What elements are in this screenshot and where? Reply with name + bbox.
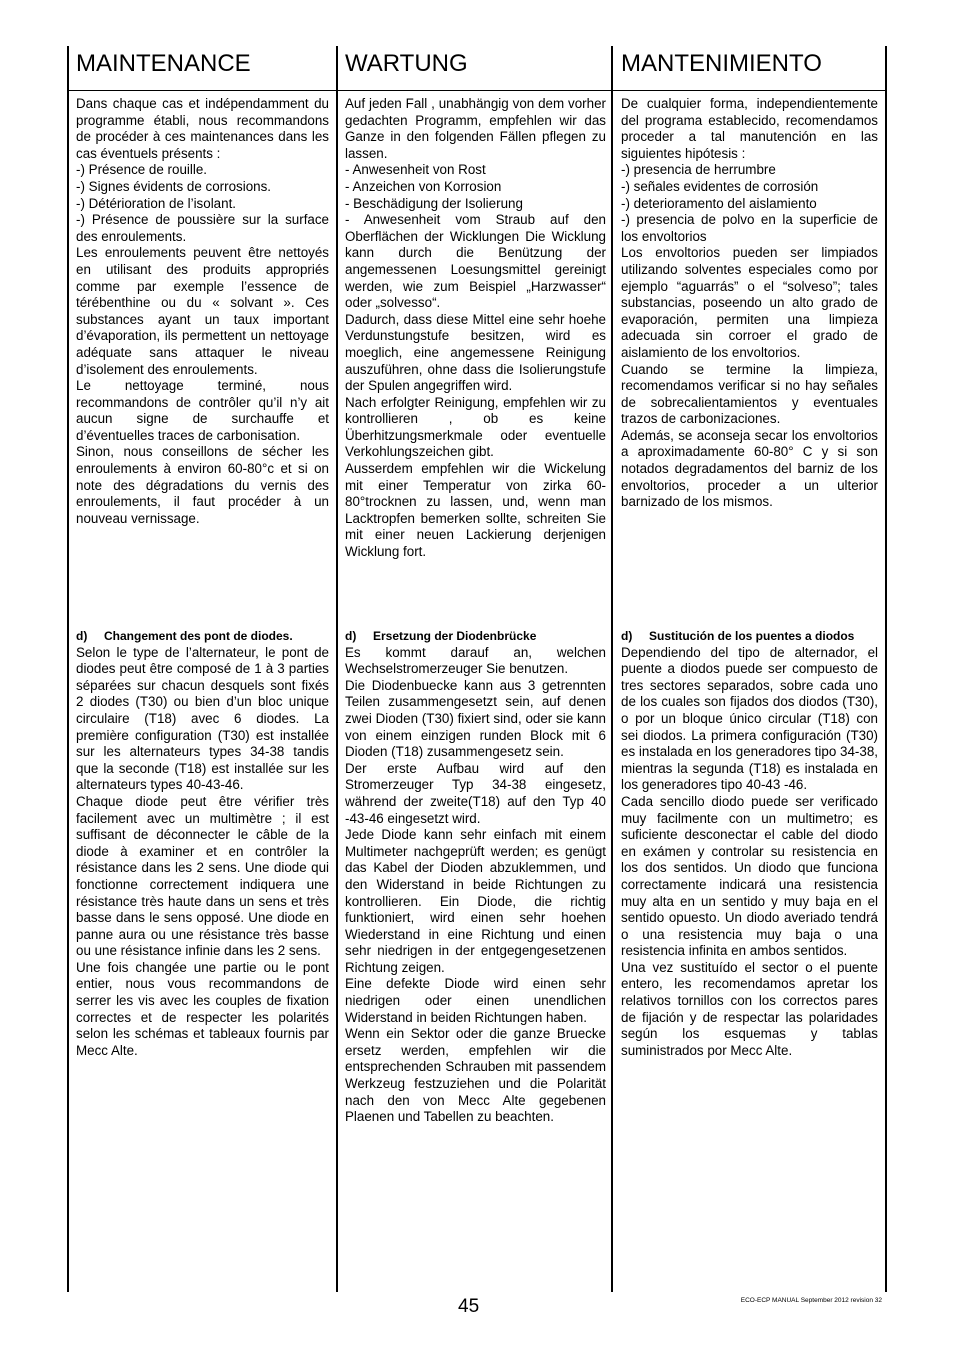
- column-divider-2: [611, 46, 613, 1292]
- paragraph: Le nettoyage terminé, nous recommandons de contrôler qu’il n’y ait aucun signe de surchauffe et d’éventuelles traces de carbonisation.: [76, 378, 329, 443]
- paragraph: Une fois changée une partie ou le pont entier, nous vous recommandons de serrer les vis avec les couples de fixation correctes et de respecter les polarités selon les schémas et tableaux fournis par Mecc Alte.: [76, 959, 329, 1058]
- section-heading: [621, 628, 878, 645]
- column-divider-right: [885, 46, 887, 1292]
- list-item: - Beschädigung der Isolierung: [345, 195, 523, 211]
- section-de-diodes: [345, 628, 606, 1126]
- list-item: -) Présence de rouille.: [76, 162, 207, 178]
- header-de: WARTUNG: [345, 50, 468, 77]
- list-item: -) Signes évidents de corrosions.: [76, 178, 272, 194]
- list-item: - Anwesenheit vom Straub auf den Oberflächen der Wicklungen Die Wicklung kann durch die Benützung der angemessenen Loesungsmittel gereinigt werden, wie zum Beispiel „Harzwasser“ oder „solvesso“.: [345, 212, 606, 311]
- section-heading: [345, 628, 606, 645]
- paragraph: Chaque diode peut être vérifier très facilement avec un multimètre ; il est suffisant de déconnecter le câble de la diode à examiner et en contrôler la résistance dans les 2 sens. Une diode qui fonctionne correctement indiquera une résistance très haute dans un sens et très basse dans le sens opposé. Une diode en panne aura ou une résistance très basse ou une résistance infinie dans les 2 sens.: [76, 793, 329, 959]
- section-letter: d): [76, 629, 88, 643]
- paragraph: Selon le type de l’alternateur, le pont de diodes peut être composé de 1 à 3 parties séparées sur chacun desquels sont fixés 2 diodes (T30) ou bien d’un bloc unique circulaire (T18) avec 6 diodes. La première configuration (T30) est installée sur les alternateurs types 34-38 tandis que la seconde (T18) est installée sur les alternateurs types 40-43-46.: [76, 644, 329, 793]
- paragraph: De cualquier forma, independientemente del programa establecido, recomendamos proceder a tal manutención en las siguientes hipótesis :: [621, 96, 878, 161]
- section-title: Changement des pont de diodes.: [104, 629, 293, 643]
- paragraph: Cada sencillo diodo puede ser verificado muy facilmente con un multimetro; es suficiente desconectar el cable del diodo en exámen y controlar su resistencia en los dos sentidos. Un diodo que funciona correctamente indicará una resistencia muy alta en un sentido y muy baja en el sentido opuesto. Un diodo averiado tendrá o una resistencia muy baja o una resistencia infinita en ambos sentidos.: [621, 793, 878, 959]
- section-letter: d): [621, 629, 633, 643]
- paragraph: Eine defekte Diode wird einen sehr niedrigen oder einen unendlichen Widerstand in beiden Richtungen haben.: [345, 976, 606, 1025]
- list-item: -) Présence de poussière sur la surface des enroulements.: [76, 212, 329, 244]
- list-item: -) presencia de polvo en la superficie de los envoltorios: [621, 212, 878, 244]
- header-es: MANTENIMIENTO: [621, 50, 822, 77]
- column-divider-1: [336, 46, 338, 1292]
- list-item: -) deterioramento del aislamiento: [621, 195, 817, 211]
- page-number: 45: [458, 1296, 480, 1317]
- paragraph: Dadurch, dass diese Mittel eine sehr hoehe Verdunstungstufe besitzen, wird es moeglich, eine angemessene Reinigung auszuführen, ohne dass die Isolierungstufe der Spulen angegriffen wird.: [345, 311, 606, 394]
- section-title: Sustitución de los puentes a diodos: [649, 629, 855, 643]
- section-heading: [76, 628, 329, 645]
- paragraph: Cuando se termine la limpieza, recomendamos verificar si no hay señales de sobrecalientamientos y eventuales trazos de carbonizaciones.: [621, 361, 878, 427]
- paragraph: Die Diodenbuecke kann aus 3 getrennten Teilen zusammengesetzt sein, auf denen zwei Dioden (T30) fixiert sind, oder sie kann von einem einzigen runden Block mit 6 Dioden (T18) zusammengesetz sein.: [345, 677, 606, 760]
- paragraph: Les enroulements peuvent être nettoyés en utilisant des produits appropriés comme par exemple l’essence de térébenthine ou du « solvant ». Ces substances ayant un taux important d’évaporation, ils permettent un nettoyage adéquate sans attaquer le niveau d’isolement des enroulements.: [76, 245, 329, 377]
- paragraph: Sinon, nous conseillons de sécher les enroulements à environ 60-80°c et si on note des dégradations du vernis des enroulements, il faut procéder à un nouveau vernissage.: [76, 444, 329, 526]
- list-item: - Anzeichen von Korrosion: [345, 178, 502, 194]
- footer-manual-revision: ECO-ECP MANUAL September 2012 revision 32: [740, 1297, 882, 1304]
- section-letter: d): [345, 629, 357, 643]
- paragraph: Es kommt darauf an, welchen Wechselstromerzeuger Sie benutzen.: [345, 644, 606, 677]
- section-es-diodes: [621, 628, 878, 1059]
- list-item: -) presencia de herrumbre: [621, 162, 776, 178]
- list-item: -) Détérioration de l’isolant.: [76, 195, 237, 211]
- header-fr: MAINTENANCE: [76, 50, 251, 77]
- column-de-wartung: [345, 96, 606, 561]
- paragraph: Dependiendo del tipo de alternador, el puente a diodos puede ser compuesto de tres sectores separados, sobre cada uno de los cuales son fijados dos diodos (T30), o por un bloque único circular (T18) con sei diodos. La primera configuración (T30) es instalada en los generadores tipo 34-38, mientras la segunda (T18) es instalada en los generadores tipo 40-43 -46.: [621, 644, 878, 793]
- paragraph: Además, se aconseja secar los envoltorios a aproximadamente 60-80° C y si son notados degradamentos del barniz de los envoltorios, proceder a un ulterior barnizado de los mismos.: [621, 427, 878, 510]
- paragraph: Una vez sustituído el sector o el puente entero, les recomendamos apretar los relativos tornillos con los correctos pares de fijación y de respectar las polaridades según los esquemas y tablas suministrados por Mecc Alte.: [621, 959, 878, 1058]
- paragraph: Wenn ein Sektor oder die ganze Bruecke ersetz werden, empfehlen wir die entsprechenden Schrauben mit passendem Werkzeug festzuziehen und die Polarität nach den von Mecc Alte gegebenen Plaenen und Tabellen zu beachten.: [345, 1026, 606, 1125]
- list-item: -) señales evidentes de corrosión: [621, 178, 819, 194]
- paragraph: Der erste Aufbau wird auf den Stromerzeuger Typ 34-38 eingesetz, während der zweite(T18) auf den Typ 40 -43-46 eingesetzt wird.: [345, 760, 606, 826]
- paragraph: Nach erfolgter Reinigung, empfehlen wir zu kontrollieren , ob es keine Überhitzungsmerkmale oder eventuelle Verkohlungszeichen gibt.: [345, 394, 606, 460]
- section-fr-diodes: [76, 628, 329, 1059]
- section-title: Ersetzung der Diodenbrücke: [373, 629, 537, 643]
- header-rule: [68, 90, 886, 91]
- list-item: - Anwesenheit von Rost: [345, 162, 486, 178]
- paragraph: Jede Diode kann sehr einfach mit einem Multimeter nachgeprüft werden; es genügt das Kabel der Dioden abzuklemmen, und den Widerstand in beide Richtungen zu kontrollieren. Ein Diode, die richtig funktioniert, wird einen sehr hoehen Wiederstand in eine Richtung und einen sehr niedrigen in der entgegengesetzenen Richtung zeigen.: [345, 827, 606, 975]
- paragraph: Ausserdem empfehlen wir die Wickelung mit einer Temperatur von zirka 60-80°trocknen zu lassen, und, wenn man Lacktropfen bemerken sollte, schreiten Sie mit einer neuen Lackierung derjenigen Wicklung fort.: [345, 461, 606, 560]
- paragraph: Dans chaque cas et indépendamment du programme établi, nous recommandons de procéder à ces maintenances dans les cas éventuels présents :: [76, 96, 329, 161]
- paragraph: Auf jeden Fall , unabhängig von dem vorher gedachten Programm, empfehlen wir das Ganze in den folgenden Fällen pflegen zu lassen.: [345, 96, 606, 161]
- column-divider-left: [67, 46, 69, 1292]
- column-es-mantenimiento: [621, 96, 878, 511]
- column-fr-maintenance: [76, 96, 329, 527]
- paragraph: Los envoltorios pueden ser limpiados utilizando solventes especiales como por ejemplo “aguarrás” o el “solveso”; tales substancias, poseendo un alto grado de evaporación, permiten una limpieza adecuada sin corroer el grado de aislamiento de los envoltorios.: [621, 245, 878, 360]
